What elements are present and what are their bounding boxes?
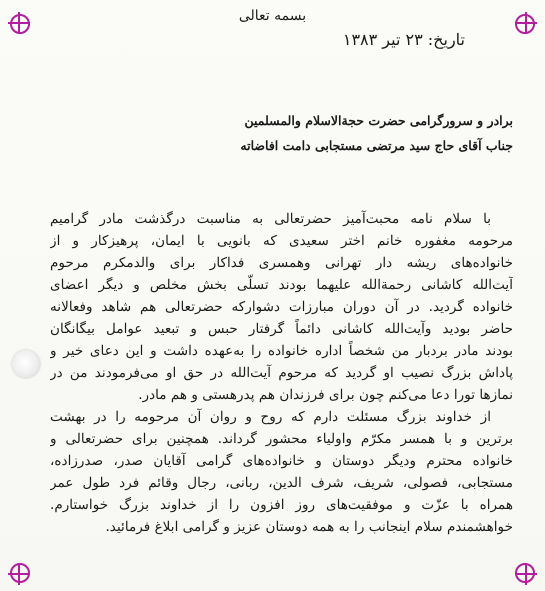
invocation-heading: بسمه تعالی — [238, 8, 307, 24]
punch-hole — [12, 350, 40, 378]
body-line: خانواده‌های ریشه دار تهرانی وهمسری فداکار برای والدمکرم مرحوم — [50, 255, 513, 271]
registration-ring-bottom-left — [10, 563, 30, 583]
body-line: خواهشمندم سلام اینجانب را به همه دوستان عزیز و گرامی ابلاغ فرمائید. — [105, 519, 513, 535]
body-line: پاداش بزرگ نصیب او گردید که مرحوم آیت‌الله در حق او می‌فرمودند من در — [50, 365, 513, 381]
letter-date: تاریخ: ۲۳ تیر ۱۳۸۳ — [342, 30, 465, 49]
body-line: بودند مادر بردبار من شخصاً اداره خانواده را به‌عهده داشت و این دعای خیر و — [50, 343, 513, 359]
body-line: مستجابی، فصولی، شریف، شرف الدین، ربانی، رجال وقائم فرد طول عمر — [50, 475, 513, 491]
addressee-name: جناب آقای حاج سید مرتضی مستجابی دامت افاضاته — [240, 138, 513, 153]
body-line: آیت‌الله کاشانی رحمةالله علیهما بودند تسلّی بخش مخلص و دیگر اعضای — [50, 277, 513, 293]
body-line: نمازها تورا دعا می‌کنم چون برای فرزندان هم پدرهستی و هم مادر. — [138, 387, 513, 403]
body-line: همراه با عزّت و موفقیت‌های روز افزون را از خداوند بزرگ خواستارم. — [50, 497, 513, 513]
letter-body — [50, 208, 513, 538]
registration-ring-bottom-right — [515, 563, 535, 583]
body-line: از خداوند بزرگ مسئلت دارم که روح و روان آن مرحومه را در بهشت — [50, 409, 491, 425]
addressee-title: برادر و سرورگرامی حضرت حجةالاسلام والمسلمین — [244, 113, 513, 128]
body-line: خانواده گردید. در آن دوران مبارزات دشوارکه حضرتعالی هم شاهد وفعالانه — [50, 299, 513, 315]
body-line: برترین و با همسر مکرّم واولیاء محشور گرداند. همچنین برای حضرتعالی و — [50, 431, 513, 447]
body-line: حاضر بودید وآیت‌الله کاشانی دائماً گرفتار حبس و تبعید عوامل بیگانگان — [50, 321, 513, 337]
body-line: با سلام نامه محبت‌آمیز حضرتعالی به مناسبت درگذشت مادر گرامیم — [50, 211, 491, 227]
body-line: خانواده محترم ودیگر دوستان و خانواده‌های گرامی آقایان صدر، صدرزاده، — [50, 453, 513, 469]
body-line: مرحومه مغفوره خانم اختر سعیدی که بانویی با ایمان، پرهیزکار و از — [50, 233, 513, 249]
